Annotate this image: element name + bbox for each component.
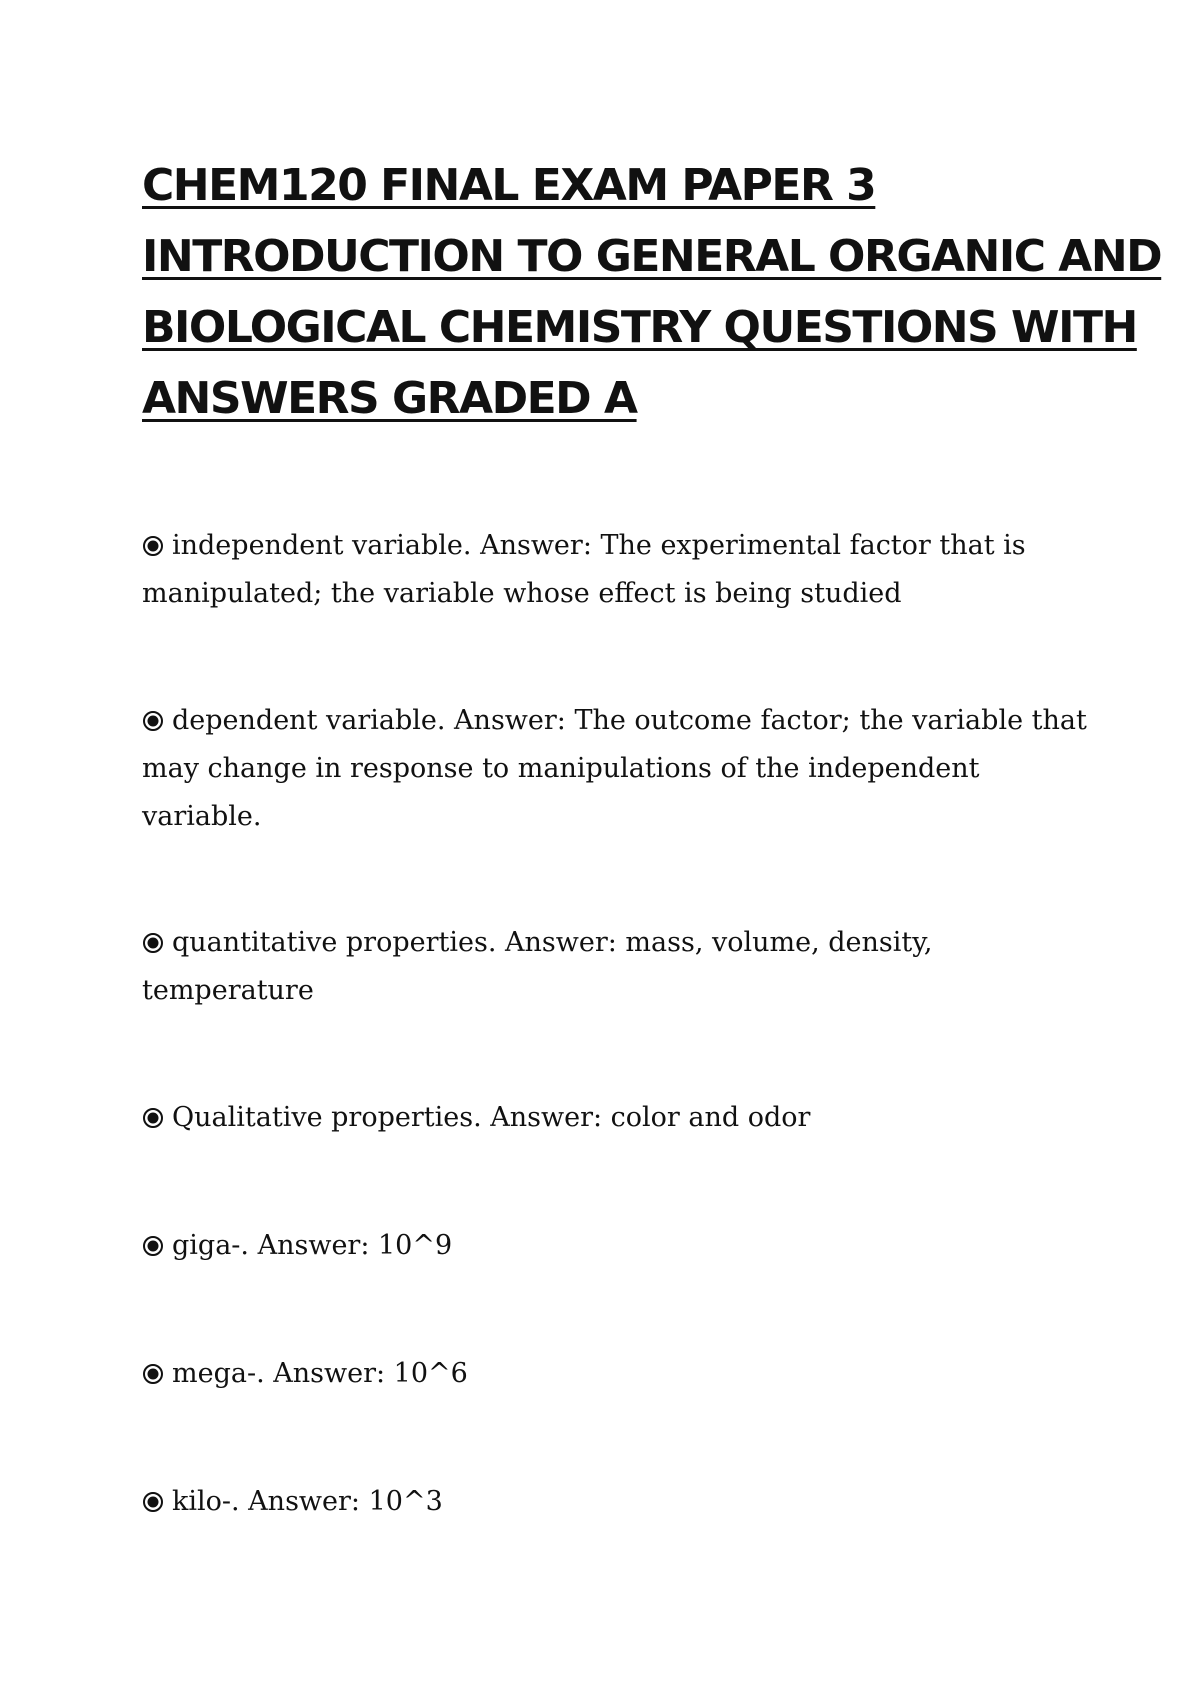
qa-item-line bbox=[142, 1478, 1082, 1526]
qa-item bbox=[142, 1094, 1082, 1142]
radio-bullet-icon bbox=[142, 1491, 164, 1513]
qa-item bbox=[142, 522, 1082, 618]
qa-item-text: Qualitative properties. Answer: color and odor bbox=[172, 1102, 811, 1133]
title-line-4: ANSWERS GRADED A bbox=[142, 373, 637, 424]
title-line-2: INTRODUCTION TO GENERAL ORGANIC AND bbox=[142, 231, 1162, 282]
radio-bullet-icon bbox=[142, 535, 164, 557]
qa-item-line bbox=[142, 522, 1082, 570]
qa-item-line: may change in response to manipulations of the independent bbox=[142, 753, 980, 784]
qa-item-line bbox=[142, 1222, 1082, 1270]
qa-item-text: kilo-. Answer: 10^3 bbox=[172, 1486, 443, 1517]
qa-item-line bbox=[142, 697, 1087, 745]
qa-item-line: manipulated; the variable whose effect is being studied bbox=[142, 578, 902, 609]
qa-item-line bbox=[142, 1350, 1082, 1398]
radio-bullet-icon bbox=[142, 710, 164, 732]
qa-item-line bbox=[142, 1094, 1082, 1142]
qa-item-text: quantitative properties. Answer: mass, volume, density, bbox=[172, 927, 933, 958]
qa-item bbox=[142, 1222, 1082, 1270]
qa-item-text: mega-. Answer: 10^6 bbox=[172, 1358, 468, 1389]
qa-item bbox=[142, 1350, 1082, 1398]
qa-item-text: dependent variable. Answer: The outcome factor; the variable that bbox=[172, 705, 1087, 736]
qa-item bbox=[142, 697, 1087, 841]
title-line-1: CHEM120 FINAL EXAM PAPER 3 bbox=[142, 160, 876, 211]
document-title bbox=[142, 150, 1162, 434]
qa-item-line bbox=[142, 919, 1082, 967]
qa-item-text: independent variable. Answer: The experimental factor that is bbox=[172, 530, 1026, 561]
title-line-3: BIOLOGICAL CHEMISTRY QUESTIONS WITH bbox=[142, 302, 1137, 353]
qa-item-line: temperature bbox=[142, 975, 314, 1006]
radio-bullet-icon bbox=[142, 932, 164, 954]
radio-bullet-icon bbox=[142, 1235, 164, 1257]
radio-bullet-icon bbox=[142, 1363, 164, 1385]
qa-item-text: giga-. Answer: 10^9 bbox=[172, 1230, 453, 1261]
qa-item bbox=[142, 919, 1082, 1015]
qa-item-line: variable. bbox=[142, 801, 262, 832]
qa-item bbox=[142, 1478, 1082, 1526]
radio-bullet-icon bbox=[142, 1107, 164, 1129]
